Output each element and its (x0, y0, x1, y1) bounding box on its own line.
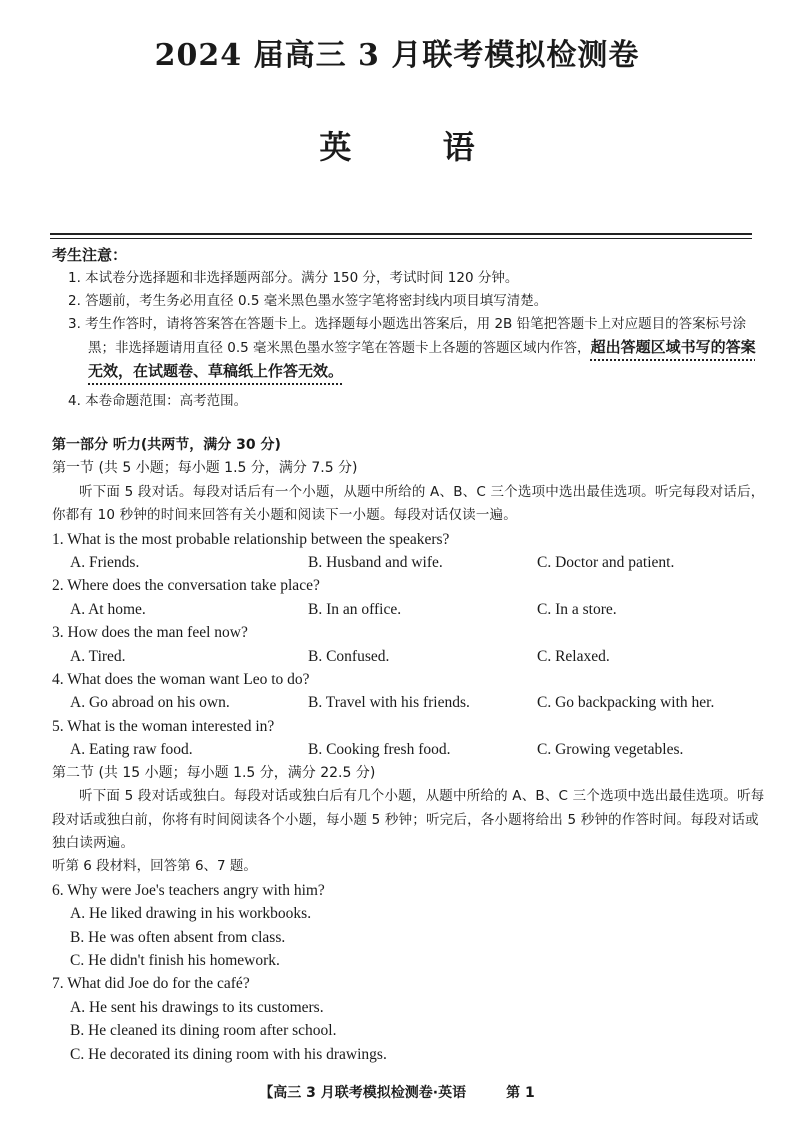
option-c: C. Go backpacking with her. (537, 694, 715, 712)
notice-item-3 (52, 313, 762, 384)
notice-item-2: 2. 答题前，考生务必用直径 0.5 毫米黑色墨水签字笔将密封线内项目填写清楚。 (68, 293, 548, 309)
option-row (52, 598, 768, 621)
notice-item-4: 4. 本卷命题范围：高考范围。 (68, 393, 248, 409)
notice-heading: 考生注意： (52, 246, 128, 264)
question-1 (52, 528, 768, 575)
notice-item-3-emphasis: 超出答题区域书写的答案无效，在试题卷、草稿纸上作答无效。 (88, 338, 756, 380)
question-stem: 5. What is the woman interested in? (52, 717, 275, 735)
option-c: C. Doctor and patient. (537, 554, 675, 572)
question-stem: 2. Where does the conversation take place? (52, 577, 320, 595)
option-a: A. He sent his drawings to its customers. (70, 998, 324, 1016)
option-row (52, 551, 768, 574)
part-one-listening (52, 434, 768, 1066)
section2-instructions: 听下面 5 段对话或独白。每段对话或独白后有几个小题，从题中所给的 A、B、C 三个选项中选出最佳选项。听每段对话或独白前，你将有时间阅读各个小题，每小题 5 秒钟；听完后，各小题将给出 5 秒钟的作答时间。每段对话或独白读两遍。 (52, 788, 765, 851)
question-4 (52, 668, 768, 715)
option-b: B. In an office. (308, 600, 402, 618)
page-footer (0, 1082, 794, 1102)
question-stem: 6. Why were Joe's teachers angry with him? (52, 881, 325, 899)
option-a: A. He liked drawing in his workbooks. (70, 905, 312, 923)
question-5 (52, 715, 768, 762)
option-b: B. Cooking fresh food. (308, 741, 451, 759)
header-divider (50, 233, 752, 235)
question-stem: 1. What is the most probable relationship between the speakers? (52, 530, 450, 548)
candidate-notice (52, 244, 762, 413)
option-row (52, 691, 768, 714)
option-b: B. Travel with his friends. (308, 694, 470, 712)
option-a: A. At home. (70, 600, 146, 618)
page-number: 第 1 (506, 1085, 535, 1101)
option-b: B. He cleaned its dining room after school. (70, 1022, 337, 1040)
question-stem: 7. What did Joe do for the café? (52, 975, 250, 993)
section1-heading: 第一节 (共 5 小题；每小题 1.5 分，满分 7.5 分) (52, 460, 358, 477)
option-a: A. Tired. (70, 647, 126, 665)
option-b: B. Husband and wife. (308, 554, 443, 572)
option-row (52, 645, 768, 668)
header-divider-thin (50, 238, 752, 239)
question-6 (52, 879, 768, 973)
option-a: A. Go abroad on his own. (70, 694, 230, 712)
notice-item-1: 1. 本试卷分选择题和非选择题两部分。满分 150 分，考试时间 120 分钟。 (68, 270, 519, 286)
option-c: C. He decorated its dining room with his drawings. (70, 1045, 387, 1063)
option-row (52, 738, 768, 761)
notice-item-3-text: 3. 考生作答时，请将答案答在答题卡上。选择题每小题选出答案后，用 2B 铅笔把答题卡上对应题目的答案标号涂黑；非选择题请用直径 0.5 毫米黑色墨水签字笔在答题卡上各题的答题区域内作答， (68, 316, 747, 356)
section1-instructions: 听下面 5 段对话。每段对话后有一个小题，从题中所给的 A、B、C 三个选项中选出最佳选项。听完每段对话后，你都有 10 秒钟的时间来回答有关小题和阅读下一小题。每段对话仅读一遍。 (52, 483, 765, 524)
option-c: C. Relaxed. (537, 647, 610, 665)
footer-label: 【高三 3 月联考模拟检测卷·英语 (259, 1085, 467, 1101)
option-c: C. In a store. (537, 600, 617, 618)
option-b: B. He was often absent from class. (70, 928, 286, 946)
section2-heading: 第二节 (共 15 小题；每小题 1.5 分，满分 22.5 分) (52, 764, 376, 781)
part-heading-text: 第一部分 听力(共两节，满分 30 分) (52, 437, 281, 453)
question-stem: 3. How does the man feel now? (52, 624, 248, 642)
subject-title: 英 语 (319, 128, 515, 166)
question-7 (52, 972, 768, 1066)
option-a: A. Friends. (70, 554, 140, 572)
option-a: A. Eating raw food. (70, 741, 193, 759)
material-note: 听第 6 段材料，回答第 6、7 题。 (52, 858, 257, 875)
option-c: C. Growing vegetables. (537, 741, 684, 759)
exam-title: 2024 届高三 3 月联考模拟检测卷 (154, 38, 640, 73)
question-stem: 4. What does the woman want Leo to do? (52, 671, 310, 689)
option-b: B. Confused. (308, 647, 390, 665)
option-c: C. He didn't finish his homework. (70, 951, 280, 969)
question-2 (52, 574, 768, 621)
part-heading (52, 434, 768, 457)
question-3 (52, 621, 768, 668)
